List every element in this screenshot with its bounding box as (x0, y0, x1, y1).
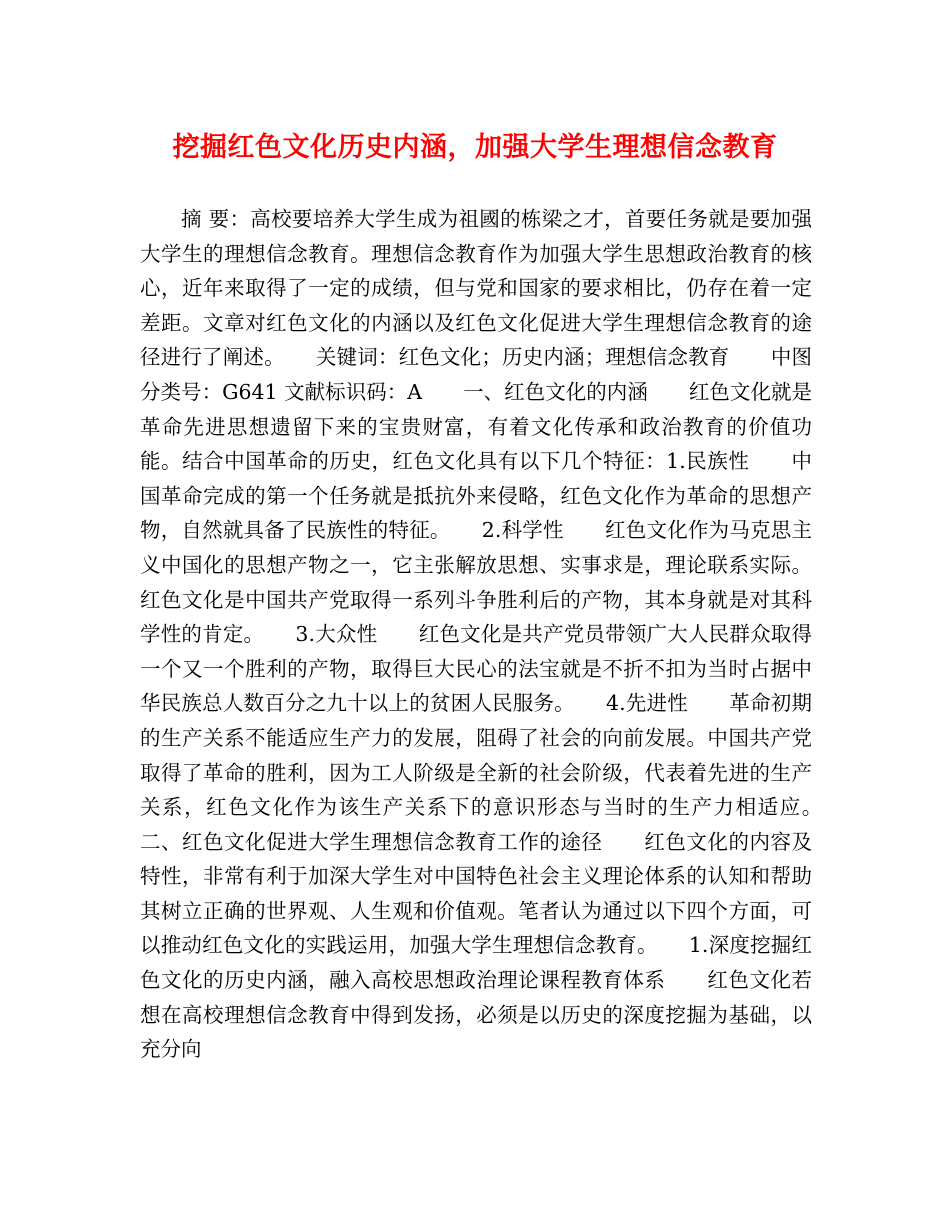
document-title: 挖掘红色文化历史内涵，加强大学生理想信念教育 (172, 132, 778, 163)
document-body: 摘 要：高校要培养大学生成为祖國的栋梁之才，首要任务就是要加强大学生的理想信念教育。理想信念教育作为加强大学生思想政治教育的核心，近年来取得了一定的成绩，但与党和国家的要求相比，仍存在着一定差距。文章对红色文化的内涵以及红色文化促进大学生理想信念教育的途径进行了阐述。 关键词：红色文化；历史内涵；理想信念教育 中图分类号：G641 文献标识码：A 一、红色文化的内涵 红色文化就是革命先进思想遗留下来的宝贵财富，有着文化传承和政治教育的价值功能。结合中国革命的历史，红色文化具有以下几个特征：1.民族性 中国革命完成的第一个任务就是抵抗外来侵略，红色文化作为革命的思想产物，自然就具备了民族性的特征。 2.科学性 红色文化作为马克思主义中国化的思想产物之一，它主张解放思想、实事求是，理论联系实际。红色文化是中国共产党取得一系列斗争胜利后的产物，其本身就是对其科学性的肯定。 3.大众性 红色文化是共产党员带领广大人民群众取得一个又一个胜利的产物，取得巨大民心的法宝就是不折不扣为当时占据中华民族总人数百分之九十以上的贫困人民服务。 4.先进性 革命初期的生产关系不能适应生产力的发展，阻碍了社会的向前发展。中国共产党取得了革命的胜利，因为工人阶级是全新的社会阶级，代表着先进的生产关系，红色文化作为该生产关系下的意识形态与当时的生产力相适应。 二、红色文化促进大学生理想信念教育工作的途径 红色文化的内容及特性，非常有利于加深大学生对中国特色社会主义理论体系的认知和帮助其树立正确的世界观、人生观和价值观。笔者认为通过以下四个方面，可以推动红色文化的实践运用，加强大学生理想信念教育。 1.深度挖掘红色文化的历史内涵，融入高校思想政治理论课程教育体系 红色文化若想在高校理想信念教育中得到发扬，必须是以历史的深度挖掘为基础，以充分向 (140, 207, 853, 1062)
